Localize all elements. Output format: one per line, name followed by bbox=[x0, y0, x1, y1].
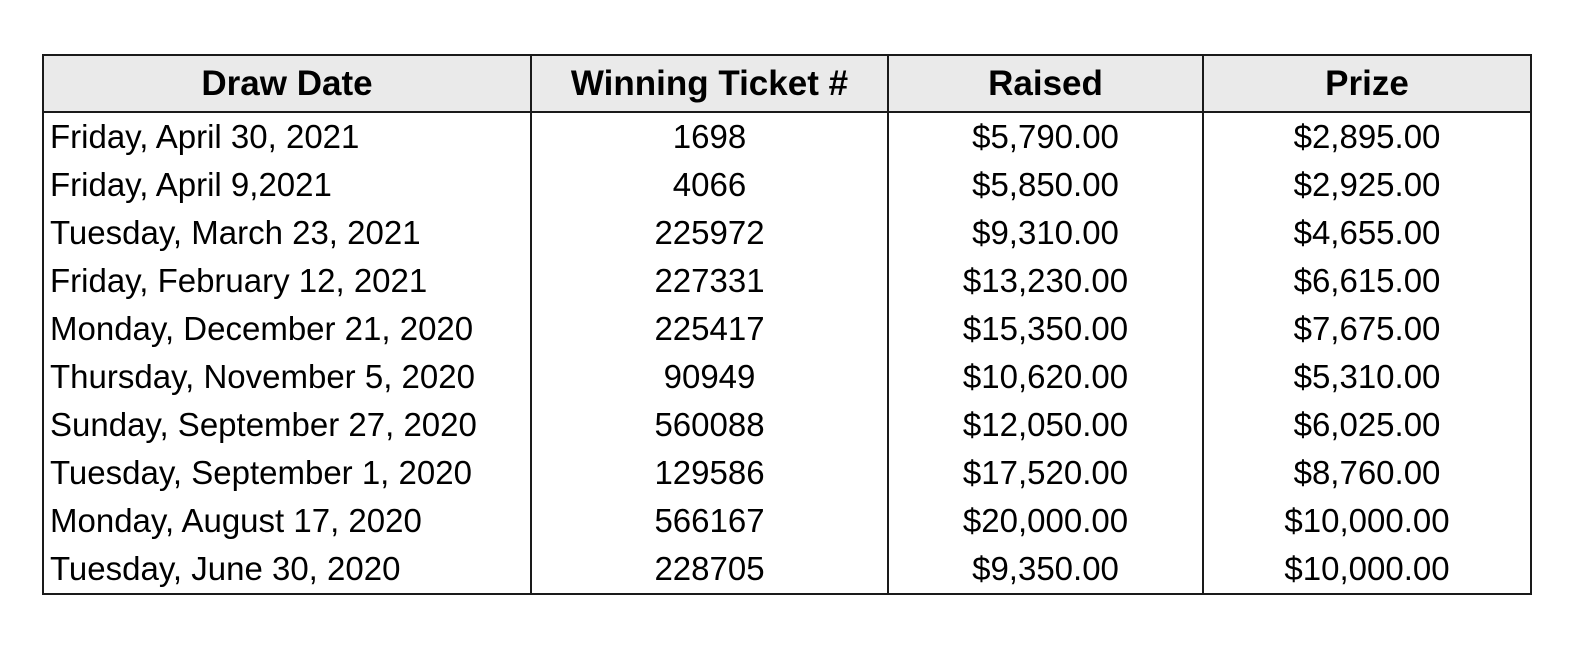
cell-raised: $9,350.00 bbox=[888, 545, 1203, 594]
cell-raised: $12,050.00 bbox=[888, 401, 1203, 449]
table-row bbox=[43, 401, 1531, 449]
cell-draw-date: Thursday, November 5, 2020 bbox=[43, 353, 531, 401]
cell-prize: $4,655.00 bbox=[1203, 209, 1531, 257]
cell-raised: $10,620.00 bbox=[888, 353, 1203, 401]
cell-draw-date: Tuesday, September 1, 2020 bbox=[43, 449, 531, 497]
cell-prize: $10,000.00 bbox=[1203, 545, 1531, 594]
cell-prize: $7,675.00 bbox=[1203, 305, 1531, 353]
cell-draw-date: Friday, April 9,2021 bbox=[43, 161, 531, 209]
table-row bbox=[43, 449, 1531, 497]
cell-winning-ticket: 1698 bbox=[531, 112, 888, 161]
cell-raised: $20,000.00 bbox=[888, 497, 1203, 545]
cell-prize: $6,615.00 bbox=[1203, 257, 1531, 305]
cell-raised: $9,310.00 bbox=[888, 209, 1203, 257]
header-raised: Raised bbox=[888, 55, 1203, 112]
table-row bbox=[43, 497, 1531, 545]
cell-winning-ticket: 4066 bbox=[531, 161, 888, 209]
cell-winning-ticket: 560088 bbox=[531, 401, 888, 449]
cell-draw-date: Tuesday, March 23, 2021 bbox=[43, 209, 531, 257]
cell-prize: $2,925.00 bbox=[1203, 161, 1531, 209]
cell-draw-date: Monday, December 21, 2020 bbox=[43, 305, 531, 353]
cell-raised: $13,230.00 bbox=[888, 257, 1203, 305]
cell-winning-ticket: 566167 bbox=[531, 497, 888, 545]
cell-prize: $10,000.00 bbox=[1203, 497, 1531, 545]
table-row bbox=[43, 257, 1531, 305]
cell-winning-ticket: 90949 bbox=[531, 353, 888, 401]
table-row bbox=[43, 161, 1531, 209]
cell-winning-ticket: 228705 bbox=[531, 545, 888, 594]
cell-winning-ticket: 129586 bbox=[531, 449, 888, 497]
cell-draw-date: Sunday, September 27, 2020 bbox=[43, 401, 531, 449]
cell-raised: $5,850.00 bbox=[888, 161, 1203, 209]
cell-raised: $17,520.00 bbox=[888, 449, 1203, 497]
header-prize: Prize bbox=[1203, 55, 1531, 112]
cell-raised: $5,790.00 bbox=[888, 112, 1203, 161]
table-row bbox=[43, 353, 1531, 401]
cell-draw-date: Monday, August 17, 2020 bbox=[43, 497, 531, 545]
cell-raised: $15,350.00 bbox=[888, 305, 1203, 353]
cell-draw-date: Friday, February 12, 2021 bbox=[43, 257, 531, 305]
cell-winning-ticket: 225972 bbox=[531, 209, 888, 257]
header-draw-date: Draw Date bbox=[43, 55, 531, 112]
table-row bbox=[43, 545, 1531, 594]
table-row bbox=[43, 112, 1531, 161]
cell-prize: $6,025.00 bbox=[1203, 401, 1531, 449]
cell-winning-ticket: 227331 bbox=[531, 257, 888, 305]
draw-results-table bbox=[42, 54, 1532, 595]
cell-draw-date: Friday, April 30, 2021 bbox=[43, 112, 531, 161]
cell-winning-ticket: 225417 bbox=[531, 305, 888, 353]
table-body bbox=[43, 112, 1531, 594]
header-winning-ticket: Winning Ticket # bbox=[531, 55, 888, 112]
cell-draw-date: Tuesday, June 30, 2020 bbox=[43, 545, 531, 594]
header-row bbox=[43, 55, 1531, 112]
cell-prize: $8,760.00 bbox=[1203, 449, 1531, 497]
cell-prize: $2,895.00 bbox=[1203, 112, 1531, 161]
cell-prize: $5,310.00 bbox=[1203, 353, 1531, 401]
table-row bbox=[43, 209, 1531, 257]
table-row bbox=[43, 305, 1531, 353]
